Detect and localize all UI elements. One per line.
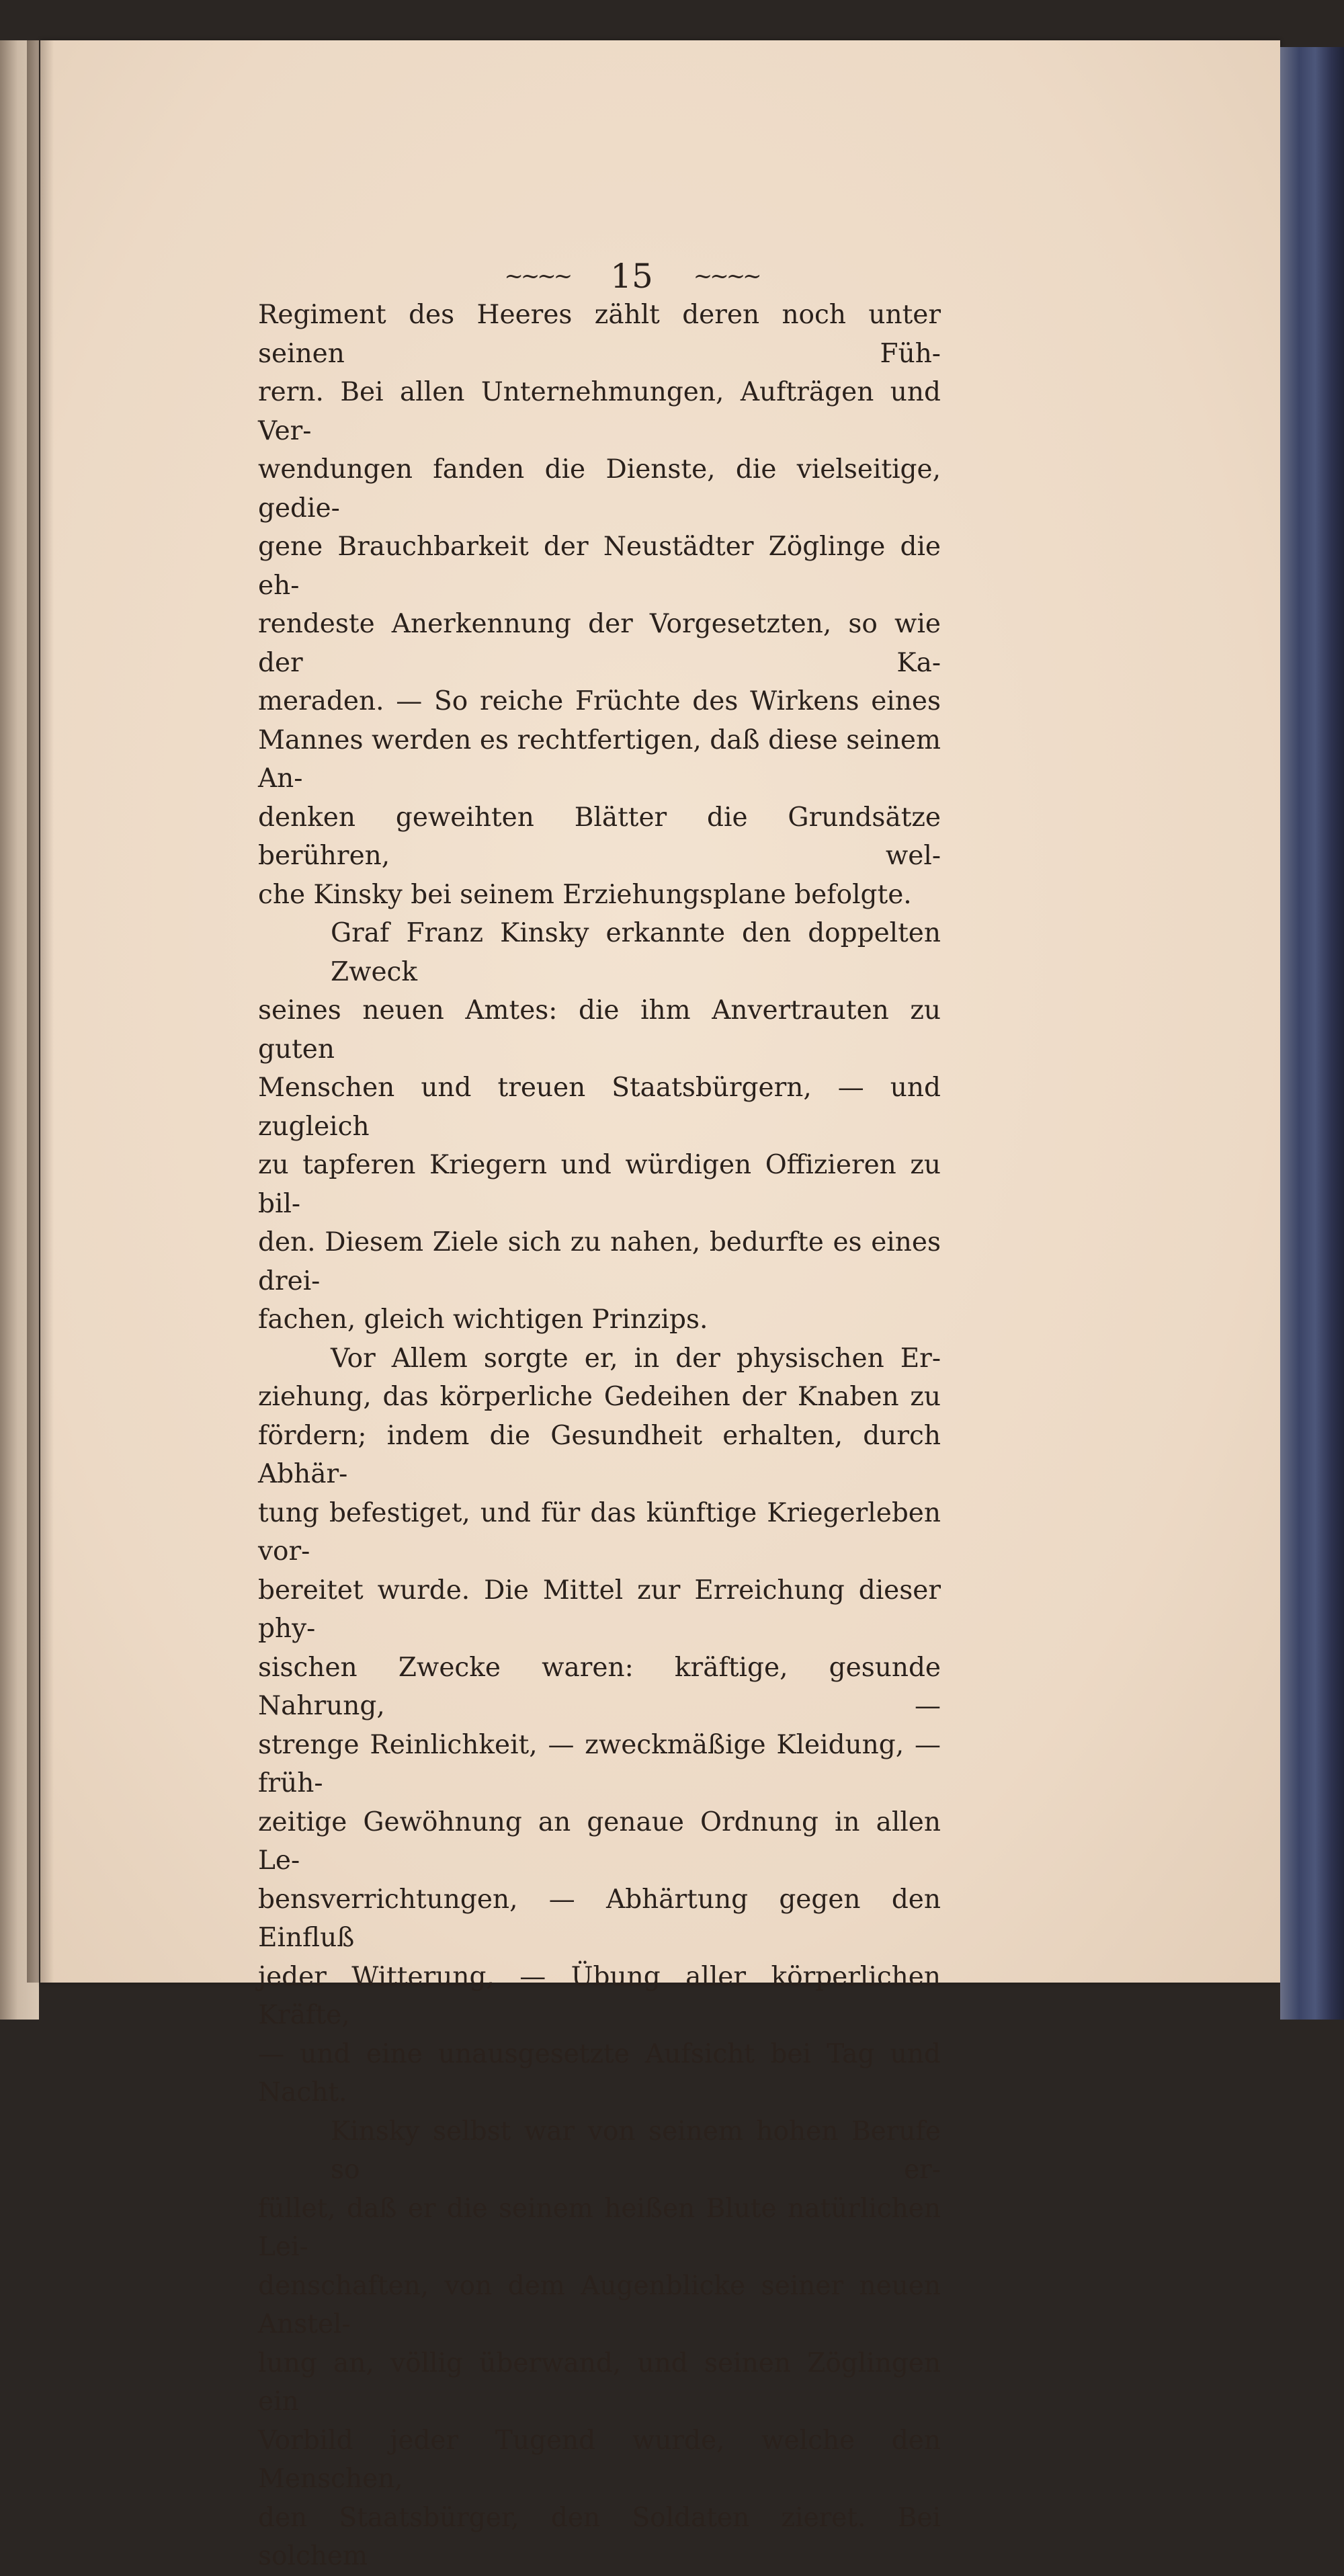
text-line: Kinsky selbst war von seinem hohen Berufe so er- (331, 2116, 941, 2185)
text-line: lung an, völlig überwand, und seinen Zöglingen ein (258, 2348, 941, 2417)
text-line: che Kinsky bei seinem Erziehungsplane befolgte. (258, 879, 912, 910)
text-line: Regiment des Heeres zählt deren noch unter seinen Füh- (258, 300, 941, 369)
text-line: — und eine unausgesetzte Aufsicht bei Tag und Nacht. (258, 2038, 941, 2108)
text-line: denschaften, von dem Augenblicke seiner neuen Anstel- (258, 2270, 941, 2339)
text-line: bereitet wurde. Die Mittel zur Erreichung dieser phy- (258, 1575, 941, 1644)
text-line: bensverrichtungen, — Abhärtung gegen den Einfluß (258, 1884, 941, 1953)
text-line: Mannes werden es rechtfertigen, daß diese seinem An- (258, 724, 941, 794)
text-line: seines neuen Amtes: die ihm Anvertrauten zu guten (258, 995, 941, 1065)
text-line: rendeste Anerkennung der Vorgesetzten, so wie der Ka- (258, 609, 941, 678)
text-line: fördern; indem die Gesundheit erhalten, durch Abhär- (258, 1420, 941, 1489)
text-line: Vor Allem sorgte er, in der physischen Er- (331, 1343, 941, 1374)
running-header (255, 250, 1008, 297)
text-line: denken geweihten Blätter die Grundsätze berühren, wel- (258, 802, 941, 871)
header-ornament-right: ~~~~ (693, 263, 759, 290)
page-number: 15 (610, 257, 653, 296)
text-line: gene Brauchbarkeit der Neustädter Zöglinge die eh- (258, 532, 941, 601)
text-line: zeitige Gewöhnung an genaue Ordnung in allen Le- (258, 1806, 941, 1876)
header-ornament-left: ~~~~ (504, 263, 571, 290)
text-line: Graf Franz Kinsky erkannte den doppelten Zweck (331, 918, 941, 987)
text-line: rern. Bei allen Unternehmungen, Aufträgen und Ver- (258, 377, 941, 446)
text-line: wendungen fanden die Dienste, die vielseitige, gedie- (258, 454, 941, 524)
text-line: meraden. — So reiche Früchte des Wirkens eines (258, 686, 941, 716)
text-line: Vorbild jeder Tugend wurde, welche den Menschen, (258, 2425, 941, 2494)
marbled-cover-edge (1280, 47, 1344, 2020)
text-line: sischen Zwecke waren: kräftige, gesunde Nahrung, — (258, 1652, 941, 1721)
text-line: zu tapferen Kriegern und würdigen Offizieren zu bil- (258, 1150, 941, 1219)
text-line: jeder Witterung, — Übung aller körperlichen Kräfte, (258, 1961, 941, 2030)
text-line: strenge Reinlichkeit, — zweckmäßige Kleidung, — früh- (258, 1729, 941, 1798)
text-line: den. Diesem Ziele sich zu nahen, bedurfte es eines drei- (258, 1227, 941, 1296)
body-text (258, 296, 941, 2576)
text-line: fachen, gleich wichtigen Prinzips. (258, 1304, 708, 1335)
text-line: ziehung, das körperliche Gedeihen der Knaben zu (258, 1382, 941, 1412)
text-line: den Staatsbürger, den Soldaten zieret. Bei solchem (258, 2502, 941, 2571)
text-line: füllet, daß er die seinem heißen Blute natürlichen Lei- (258, 2193, 941, 2262)
text-line: tung befestiget, und für das künftige Kriegerleben vor- (258, 1497, 941, 1567)
page-gutter-shadow (27, 40, 54, 1983)
text-line: Menschen und treuen Staatsbürgern, — und zugleich (258, 1073, 941, 1142)
